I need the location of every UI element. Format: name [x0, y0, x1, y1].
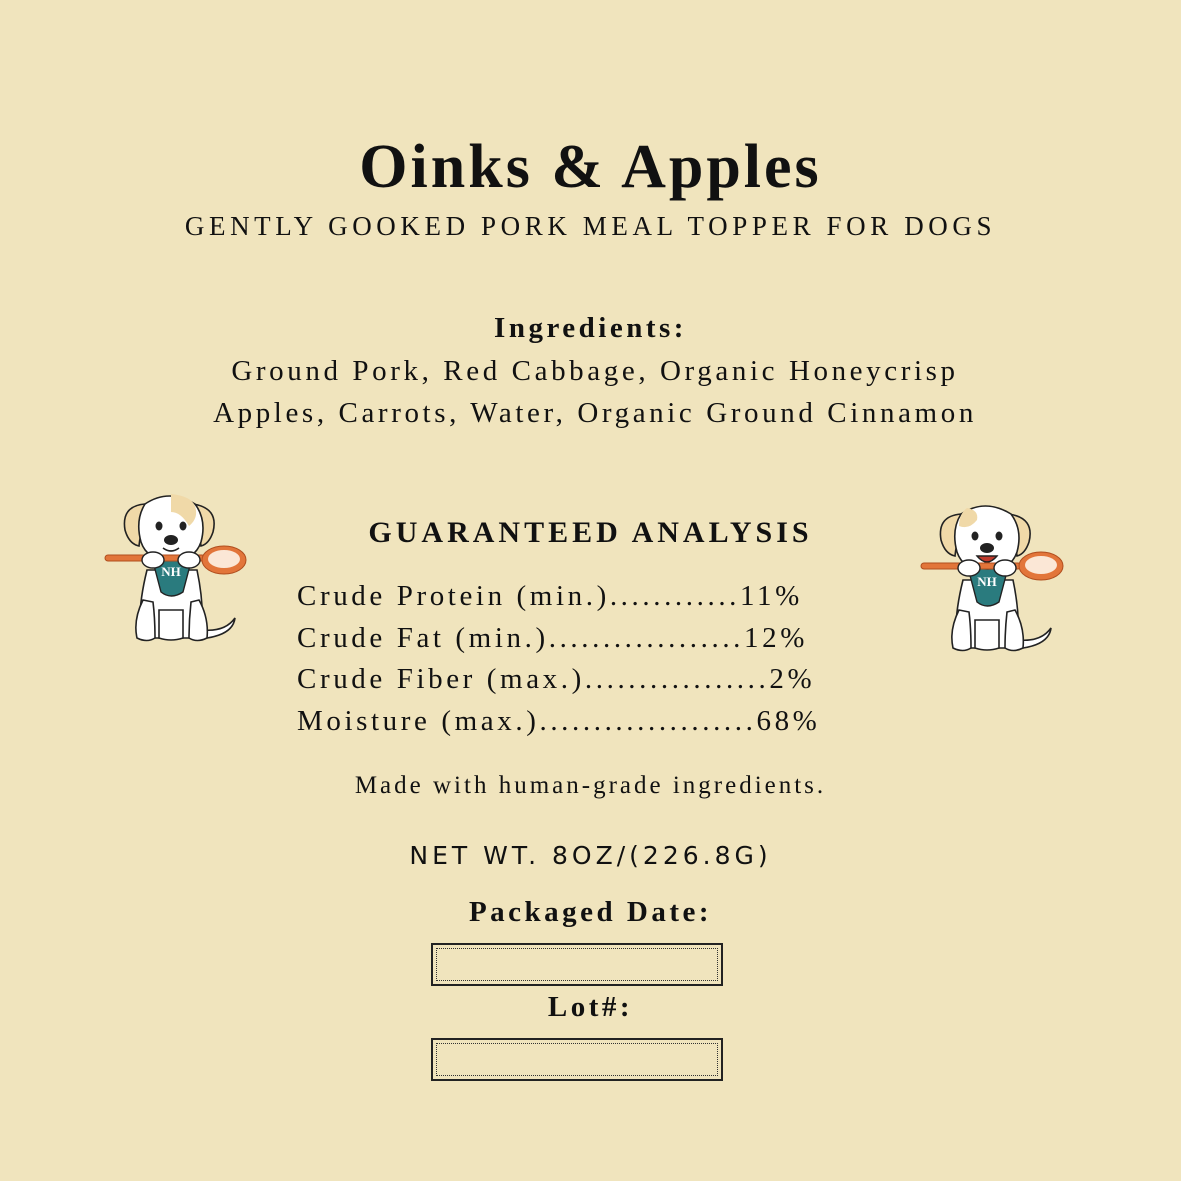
lot-number-label: Lot#:: [547, 991, 634, 1023]
analysis-value: 68%: [756, 704, 821, 737]
analysis-label: Crude Protein (min.): [297, 580, 610, 612]
packaged-date-field[interactable]: [431, 943, 723, 986]
analysis-row: [297, 618, 820, 660]
dog-mascot-icon: [919, 500, 1065, 662]
analysis-value: 2%: [769, 663, 816, 695]
analysis-dots: ............: [609, 580, 741, 612]
analysis-label: Moisture (max.): [297, 704, 540, 737]
analysis-value: 12%: [744, 621, 808, 654]
svg-text:NH: NH: [161, 564, 181, 579]
analysis-row: [297, 701, 820, 743]
ingredients-heading: Ingredients:: [494, 312, 687, 344]
analysis-value: 11%: [740, 580, 803, 612]
svg-text:NH: NH: [977, 574, 997, 589]
analysis-row: [297, 659, 820, 701]
analysis-dots: .................: [584, 663, 770, 695]
dog-mascot-icon: [103, 490, 249, 652]
guaranteed-analysis-list: [297, 576, 820, 742]
product-title: Oinks & Apples: [359, 133, 822, 201]
analysis-row: [297, 576, 820, 618]
analysis-dots: ....................: [539, 704, 757, 737]
analysis-dots: ..................: [548, 621, 745, 654]
net-weight: NET WT. 8OZ/(226.8G): [409, 841, 772, 870]
product-subtitle: GENTLY GOOKED PORK MEAL TOPPER FOR DOGS: [184, 211, 997, 241]
analysis-label: Crude Fat (min.): [297, 621, 549, 654]
lot-number-field[interactable]: [431, 1038, 723, 1081]
guaranteed-analysis-heading: GUARANTEED ANALYSIS: [368, 516, 813, 549]
human-grade-note: Made with human-grade ingredients.: [354, 772, 827, 799]
packaged-date-label: Packaged Date:: [468, 896, 713, 928]
ingredients-text: Ground Pork, Red Cabbage, Organic Honeycrisp Apples, Carrots, Water, Organic Ground Cinnamon: [213, 355, 977, 429]
analysis-label: Crude Fiber (max.): [297, 663, 585, 695]
